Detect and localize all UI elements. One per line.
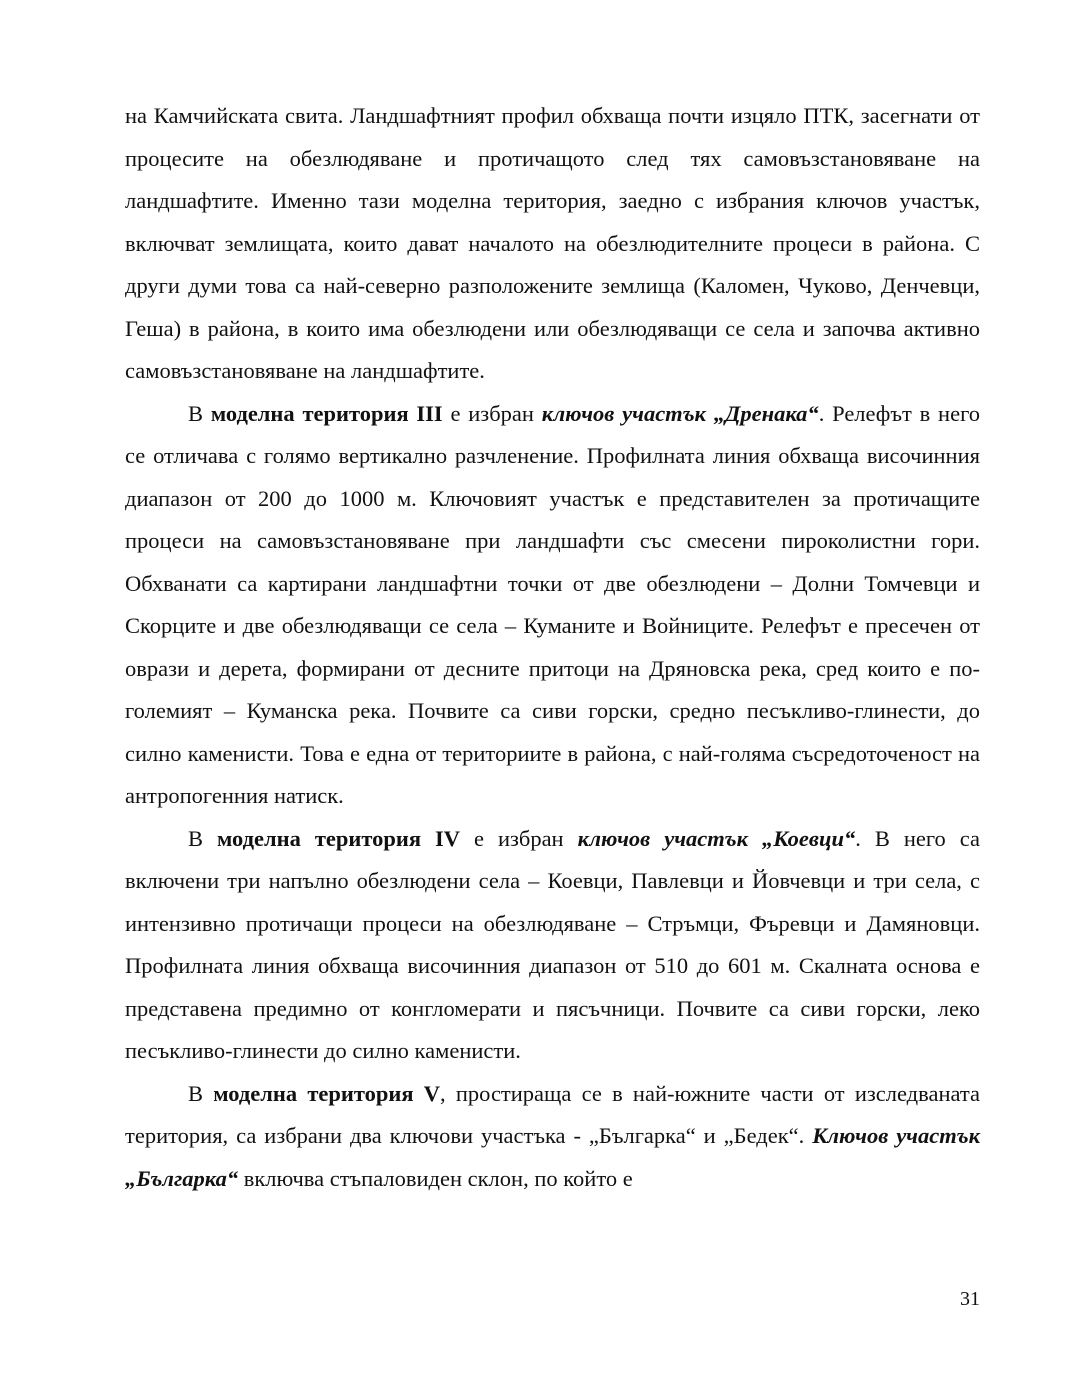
page-number: 31	[960, 1288, 980, 1310]
paragraph-2-key-site: ключов участък „Дренака“	[541, 400, 819, 426]
paragraph-4-connector: , простираща се в най-южните части от изследваната територия, са избрани два ключови участъка - „Българка“ и „Бедек“.	[125, 1080, 980, 1148]
paragraph-2-lead: В	[188, 400, 211, 426]
paragraph-2-connector: е избран	[442, 400, 542, 426]
paragraph-3	[125, 818, 980, 1073]
paragraph-4-body: включва стъпаловиден склон, по който е	[238, 1165, 633, 1191]
paragraph-1	[125, 95, 980, 393]
paragraph-4	[125, 1073, 980, 1201]
paragraph-4-territory-label: моделна територия V	[213, 1080, 440, 1106]
paragraph-3-territory-label: моделна територия IV	[217, 825, 460, 851]
paragraph-1-text: на Камчийската свита. Ландшафтният профил обхваща почти изцяло ПТК, засегнати от процесите на обезлюдяване и протичащото след тях самовъзстановяване на ландшафтите. Именно тази моделна територия, заедно с избрания ключов участък, включват землищата, които дават началото на обезлюдителните процеси в района. С други думи това са най-северно разположените землища (Каломен, Чуково, Денчевци, Геша) в района, в които има обезлюдени или обезлюдяващи се села и започва активно самовъзстановяване на ландшафтите.	[125, 103, 980, 383]
paragraph-3-body: . В него са включени три напълно обезлюдени села – Коевци, Павлевци и Йовчевци и три села, с интензивно протичащи процеси на обезлюдяване – Стръмци, Фъревци и Дамяновци. Профилната линия обхваща височинния диапазон от 510 до 601 м. Скалната основа е представена предимно от конгломерати и пясъчници. Почвите са сиви горски, леко песъкливо-глинести до силно каменисти.	[125, 825, 980, 1063]
paragraph-3-lead: В	[188, 825, 217, 851]
paragraph-4-key-site: Ключов участък „Българка“	[125, 1123, 980, 1191]
paragraph-2-territory-label: моделна територия III	[210, 400, 443, 426]
paragraph-3-connector: е избран	[459, 825, 578, 851]
document-page	[125, 95, 980, 1200]
paragraph-3-key-site: ключов участък „Коевци“	[577, 825, 856, 851]
paragraph-2	[125, 393, 980, 818]
paragraph-2-body: . Релефът в него се отличава с голямо вертикално разчленение. Профилната линия обхваща височинния диапазон от 200 до 1000 м. Ключовият участък е представителен за протичащите процеси на самовъзстановяване при ландшафти със смесени пироколистни гори. Обхванати са картирани ландшафтни точки от две обезлюдени – Долни Томчевци и Скорците и две обезлюдяващи се села – Куманите и Войниците. Релефът е пресечен от оврази и дерета, формирани от десните притоци на Дряновска река, сред които е по-големият – Куманска река. Почвите са сиви горски, средно песъкливо-глинести, до силно каменисти. Това е една от териториите в района, с най-голяма съсредоточеност на антропогенния натиск.	[125, 400, 980, 808]
paragraph-4-lead: В	[188, 1080, 214, 1106]
